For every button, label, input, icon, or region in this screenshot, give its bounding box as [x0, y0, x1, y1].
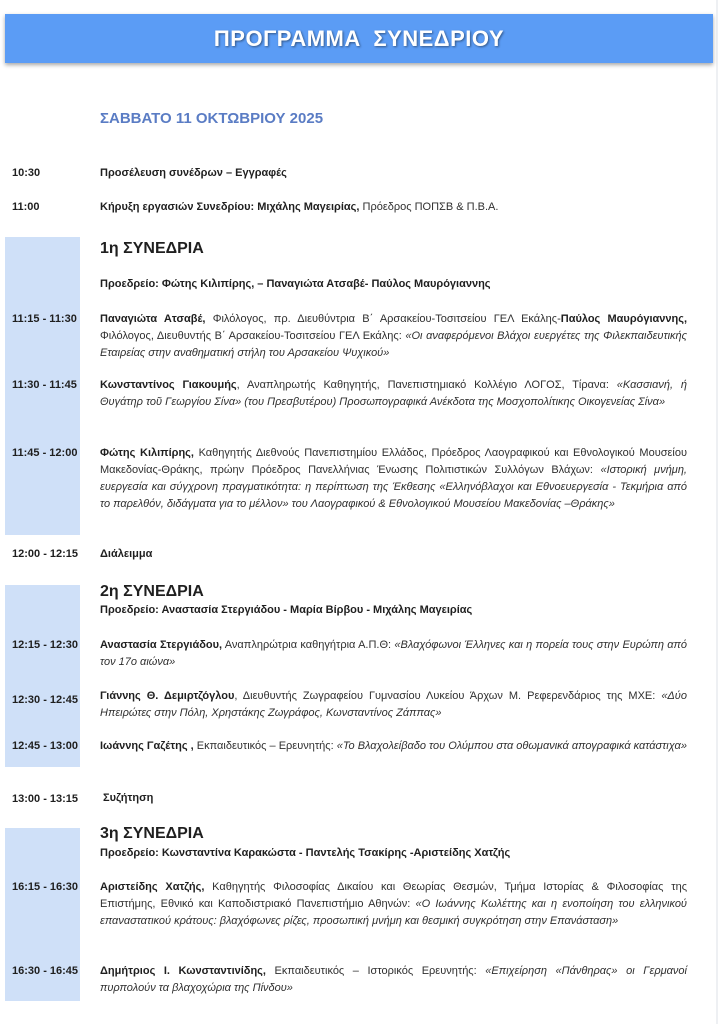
time-label: 11:15 - 11:30 [12, 313, 77, 325]
session-1-chair: Προεδρείο: Φώτης Κιλιπίρης, – Παναγιώτα Ατσαβέ- Παύλος Μαυρόγιαννης [100, 278, 491, 290]
speaker-affiliation: Καθηγητής Διεθνούς Πανεπιστημίου Ελλάδος, Πρόεδρος Λαογραφικού και Εθνολογικού Μουσείου Μακεδονίας-Θράκης, πρώην Πρόεδρος Πανελλήνιας Ένωσης Πολιτιστικών Συλλόγων Βλάχων: [100, 447, 687, 476]
talk-description [100, 963, 687, 997]
session-3-title: 3η ΣΥΝΕΔΡΙΑ [100, 825, 204, 842]
time-label: 16:30 - 16:45 [12, 965, 79, 977]
time-label: 12:00 - 12:15 [12, 548, 79, 560]
speaker-affiliation: , Αναπληρωτής Καθηγητής, Πανεπιστημιακό Κολλέγιο ΛΟΓΟΣ, Τίρανα: [236, 379, 617, 391]
date-heading: ΣΑΒΒΑΤΟ 11 ΟΚΤΩΒΡΙΟΥ 2025 [100, 110, 324, 127]
item-description [100, 199, 687, 216]
talk-description [100, 377, 687, 411]
time-label: 13:00 - 13:15 [12, 793, 79, 805]
talk-title: «Ιστορική μνήμη, ευεργεσία και σύγχρονη πραγματικότητα: η περίπτωση της Έκθεσης «Ελληνόβλαχοι και Εθνοευεργεσία - Τεκμήρια από το παρελθόν, διδάγματα για το μέλλον» του Λαογραφικού & Εθνολογικού Μουσείου Μακεδονίας –Θράκης» [100, 464, 687, 510]
speaker-affiliation: Εκπαιδευτικός – Ιστορικός Ερευνητής: [265, 965, 486, 977]
talk-title: «Το Βλαχολείβαδο του Ολύμπου στα οθωμανικά απογραφικά κατάστιχα» [336, 740, 687, 752]
speaker-name: Ιωάννης Γαζέτης , [100, 740, 194, 752]
speaker-affiliation: Καθηγητής Φιλοσοφίας Δικαίου και Θεωρίας Θεσμών, Τμήμα Ιστορίας & Φιλοσοφίας της Επιστήμης, Εθνικό και Καποδιστριακό Πανεπιστήμιο Αθηνών: [100, 881, 687, 910]
time-label: 10:30 [12, 167, 41, 179]
page-edge-rule [716, 0, 718, 1024]
break-label: Διάλειμμα [100, 548, 153, 560]
talk-title: «Δύο Ηπειρώτες στην Πόλη, Χρηστάκης Ζωγράφος, Κωνσταντίνος Ζάππας» [100, 690, 687, 719]
time-label: 11:45 - 12:00 [12, 447, 78, 459]
speaker-name: Παναγιώτα Ατσαβέ, [100, 313, 206, 325]
speaker-name: Φώτης Κιλιπίρης, [100, 447, 194, 459]
speaker-name: Παύλος Μαυρόγιαννης, [560, 313, 688, 325]
item-title: Κήρυξη εργασιών Συνεδρίου: Μιχάλης Μαγειρίας, [100, 201, 360, 213]
speaker-name: Αριστείδης Χατζής, [100, 881, 205, 893]
time-label: 12:30 - 12:45 [12, 694, 79, 706]
talk-title: «Επιχείρηση «Πάνθηρας» οι Γερμανοί πυρπολούν τα βλαχοχώρια της Πίνδου» [100, 965, 687, 994]
talk-description [100, 637, 687, 671]
talk-description [100, 445, 687, 513]
talk-description [100, 688, 687, 722]
program-header-banner [5, 14, 713, 63]
speaker-affiliation: , Διευθυντής Ζωγραφείου Γυμνασίου Λυκείου Άρχων Μ. Ρεφερενδάριος της ΜΧΕ: [234, 690, 662, 702]
talk-title: «Βλαχόφωνοι Έλληνες και η πορεία τους στην Ευρώπη από τον 17ο αιώνα» [100, 639, 687, 668]
speaker-name: Γιάννης Θ. Δεμιρτζόγλου [100, 690, 235, 702]
speaker-name: Δημήτριος Ι. Κωνσταντινίδης, [100, 965, 266, 977]
talk-description [100, 738, 687, 755]
speaker-name: Κωνσταντίνος Γιακουμής [100, 379, 237, 391]
session-3-chair: Προεδρείο: Κωνσταντίνα Καρακώστα - Παντελής Τσακίρης -Αριστείδης Χατζής [100, 847, 511, 859]
page-title: ΠΡΟΓΡΑΜΜΑ ΣΥΝΕΔΡΙΟΥ [213, 25, 505, 51]
discussion-label: Συζήτηση [103, 792, 154, 804]
talk-title: «Κασσιανή, ή Θυγάτηρ τοῦ Γεωργίου Σίνα» (του Πρεσβυτέρου) Προσωπογραφικά Ανέκδοτα της Μοσχοπολίτικης Οικογενείας Σίνα» [100, 379, 687, 408]
item-title: Προσέλευση συνέδρων – Εγγραφές [100, 167, 287, 179]
session-1-title: 1η ΣΥΝΕΔΡΙΑ [100, 240, 204, 257]
talk-description [100, 311, 687, 362]
talk-title: «Οι αναφερόμενοι Βλάχοι ευεργέτες της Φιλεκπαιδευτικής Εταιρείας στην αναθηματική στήλη του Αρσακείου Ψυχικού» [100, 330, 687, 359]
speaker-affiliation: Φιλόλογος, πρ. Διευθύντρια Β΄ Αρσακείου-Τοσιτσείου ΓΕΛ Εκάλης- [205, 313, 561, 325]
time-label: 11:00 [12, 201, 40, 213]
time-label: 12:45 - 13:00 [12, 740, 79, 752]
speaker-affiliation: Φιλόλογος, Διευθυντής Β΄ Αρσακείου-Τοσιτσείου ΓΕΛ Εκάλης: [100, 330, 406, 342]
talk-title: «Ο Ιωάννης Κωλέττης και η ενοποίηση του ελληνικού επαναστατικού κράτους: βλαχόφωνες ρίζες, προσωπική μνήμη και θεσμική συγκρότηση στην Επανάσταση» [100, 898, 687, 927]
speaker-affiliation: Εκπαιδευτικός – Ερευνητής: [193, 740, 337, 752]
session-2-title: 2η ΣΥΝΕΔΡΙΑ [100, 583, 204, 600]
item-description [100, 165, 687, 182]
time-label: 11:30 - 11:45 [12, 379, 77, 391]
time-label: 16:15 - 16:30 [12, 881, 79, 893]
session-2-chair: Προεδρείο: Αναστασία Στεργιάδου - Μαρία Βίρβου - Μιχάλης Μαγειρίας [100, 604, 473, 616]
talk-description [100, 879, 687, 930]
speaker-name: Αναστασία Στεργιάδου, [100, 639, 223, 651]
time-label: 12:15 - 12:30 [12, 639, 79, 651]
speaker-affiliation: Αναπληρώτρια καθηγήτρια Α.Π.Θ: [222, 639, 395, 651]
item-detail: Πρόεδρος ΠΟΠΣΒ & Π.Β.Α. [359, 201, 499, 213]
